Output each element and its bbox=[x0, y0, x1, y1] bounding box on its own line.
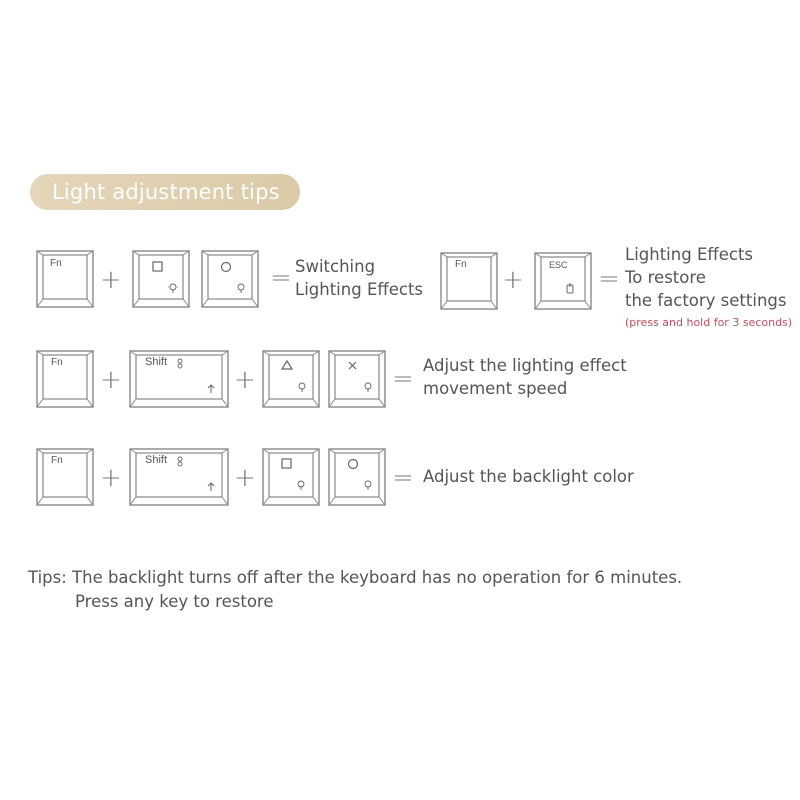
fn-key-label: Fn bbox=[51, 357, 63, 368]
equals-sign: = bbox=[598, 264, 620, 294]
shift-key bbox=[129, 350, 229, 408]
switching-text-line1: Switching bbox=[295, 257, 376, 276]
fn-key-label: Fn bbox=[50, 258, 62, 269]
plus-sign: + bbox=[100, 463, 122, 493]
movement-speed-line1: Adjust the lighting effect bbox=[423, 356, 627, 375]
plus-sign: + bbox=[234, 463, 256, 493]
circle-key bbox=[328, 448, 386, 506]
square-key bbox=[132, 250, 190, 308]
fn-key bbox=[36, 448, 94, 506]
press-hold-note: (press and hold for 3 seconds) bbox=[625, 316, 793, 329]
tips-block bbox=[28, 566, 682, 614]
factory-settings-text: the factory settings bbox=[625, 291, 787, 310]
fn-key bbox=[36, 250, 94, 308]
plus-sign: + bbox=[100, 365, 122, 395]
circle-key bbox=[201, 250, 259, 308]
backlight-color-text: Adjust the backlight color bbox=[423, 467, 634, 486]
plus-sign: + bbox=[100, 265, 122, 295]
triangle-key bbox=[262, 350, 320, 408]
to-restore-text: To restore bbox=[625, 268, 706, 287]
equals-sign: = bbox=[270, 263, 292, 293]
equals-sign: = bbox=[392, 364, 414, 394]
shift-key-label: Shift bbox=[145, 454, 168, 466]
lighting-effects-text: Lighting Effects bbox=[625, 245, 754, 264]
section-title-pill bbox=[30, 174, 300, 210]
movement-speed-line2: movement speed bbox=[423, 379, 568, 398]
tips-line2: Press any key to restore bbox=[75, 592, 274, 611]
fn-key bbox=[36, 350, 94, 408]
plus-sign: + bbox=[502, 265, 524, 295]
cross-key bbox=[328, 350, 386, 408]
esc-key-label: ESC bbox=[549, 260, 568, 270]
square-key bbox=[262, 448, 320, 506]
fn-key-label: Fn bbox=[51, 455, 63, 466]
equals-sign: = bbox=[392, 463, 414, 493]
shift-key-label: Shift bbox=[145, 356, 168, 368]
section-title: Light adjustment tips bbox=[52, 180, 280, 204]
switching-text-line2: Lighting Effects bbox=[295, 280, 424, 299]
esc-key bbox=[534, 252, 592, 310]
shift-key bbox=[129, 448, 229, 506]
fn-key bbox=[440, 252, 498, 310]
tips-line1: Tips: The backlight turns off after the keyboard has no operation for 6 minutes. bbox=[28, 568, 683, 587]
fn-key-label: Fn bbox=[455, 259, 467, 270]
plus-sign: + bbox=[234, 365, 256, 395]
